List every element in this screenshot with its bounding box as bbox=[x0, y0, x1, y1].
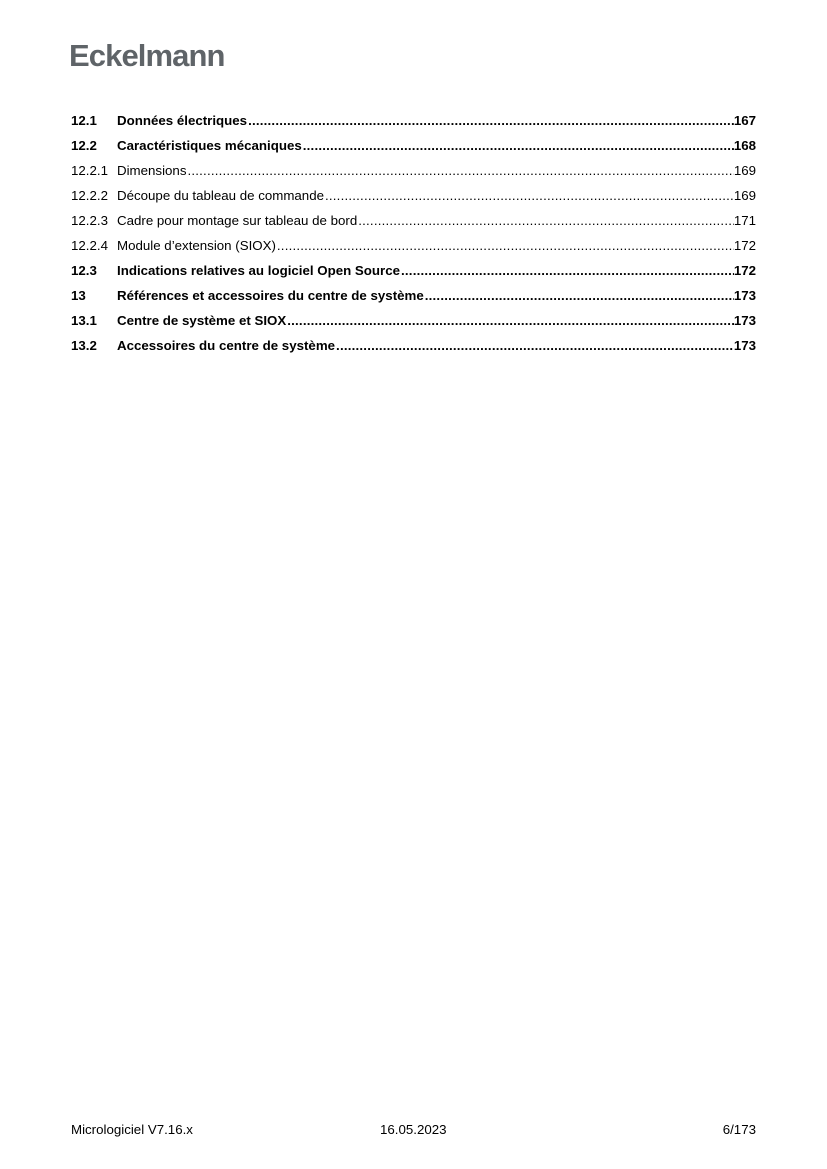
toc-dot-leader bbox=[401, 258, 734, 283]
footer-product: Micrologiciel V7.16.x bbox=[71, 1122, 193, 1137]
page-footer bbox=[71, 1121, 756, 1139]
toc-entry[interactable] bbox=[71, 283, 756, 308]
toc-entry[interactable] bbox=[71, 158, 756, 183]
toc-entry-number: 12.3 bbox=[71, 263, 97, 278]
toc-dot-leader bbox=[325, 183, 734, 208]
toc-entry-title: Accessoires du centre de système bbox=[117, 338, 336, 353]
toc-entry-page: 171 bbox=[733, 213, 756, 228]
toc-entry-page: 172 bbox=[733, 238, 756, 253]
toc-dot-leader bbox=[336, 333, 734, 358]
toc-entry-number: 12.1 bbox=[71, 113, 97, 128]
company-logo: Eckelmann bbox=[69, 38, 225, 73]
toc-entry[interactable] bbox=[71, 133, 756, 158]
toc-dot-leader bbox=[303, 133, 734, 158]
toc-entry-title: Indications relatives au logiciel Open Source bbox=[117, 263, 401, 278]
toc-dot-leader bbox=[277, 233, 734, 258]
toc-entry-title: Découpe du tableau de commande bbox=[117, 188, 324, 203]
toc-entry-title: Centre de système et SIOX bbox=[117, 313, 287, 328]
toc-dot-leader bbox=[187, 158, 733, 183]
toc-entry-title: Cadre pour montage sur tableau de bord bbox=[117, 213, 358, 228]
toc-entry-title: Références et accessoires du centre de système bbox=[117, 288, 424, 303]
toc-entry-page: 173 bbox=[733, 288, 756, 303]
toc-entry-page: 168 bbox=[733, 138, 756, 153]
toc-dot-leader bbox=[358, 208, 734, 233]
toc-dot-leader bbox=[287, 308, 734, 333]
toc-dot-leader bbox=[425, 283, 734, 308]
toc-entry-page: 167 bbox=[733, 113, 756, 128]
toc-entry[interactable] bbox=[71, 208, 756, 233]
toc-entry-number: 13.1 bbox=[71, 313, 97, 328]
toc-entry[interactable] bbox=[71, 108, 756, 133]
toc-entry-title: Module d’extension (SIOX) bbox=[117, 238, 276, 253]
toc-entry-number: 13.2 bbox=[71, 338, 97, 353]
toc-entry-number: 12.2 bbox=[71, 138, 97, 153]
toc-entry[interactable] bbox=[71, 233, 756, 258]
toc-entry-number: 13 bbox=[71, 288, 86, 303]
toc-entry[interactable] bbox=[71, 183, 756, 208]
toc-dot-leader bbox=[248, 108, 734, 133]
toc-entry-title: Caractéristiques mécaniques bbox=[117, 138, 302, 153]
toc-entry-title: Dimensions bbox=[117, 163, 187, 178]
toc-entry[interactable] bbox=[71, 333, 756, 358]
toc-entry[interactable] bbox=[71, 308, 756, 333]
table-of-contents bbox=[71, 108, 756, 358]
toc-entry[interactable] bbox=[71, 258, 756, 283]
footer-date: 16.05.2023 bbox=[380, 1122, 447, 1137]
toc-entry-page: 172 bbox=[733, 263, 756, 278]
toc-entry-number: 12.2.3 bbox=[71, 213, 108, 228]
toc-entry-page: 173 bbox=[733, 338, 756, 353]
toc-entry-number: 12.2.2 bbox=[71, 188, 108, 203]
toc-entry-page: 169 bbox=[733, 188, 756, 203]
toc-entry-title: Données électriques bbox=[117, 113, 248, 128]
toc-entry-page: 169 bbox=[733, 163, 756, 178]
toc-entry-page: 173 bbox=[733, 313, 756, 328]
toc-entry-number: 12.2.1 bbox=[71, 163, 108, 178]
toc-entry-number: 12.2.4 bbox=[71, 238, 108, 253]
footer-page-number: 6/173 bbox=[722, 1122, 756, 1137]
